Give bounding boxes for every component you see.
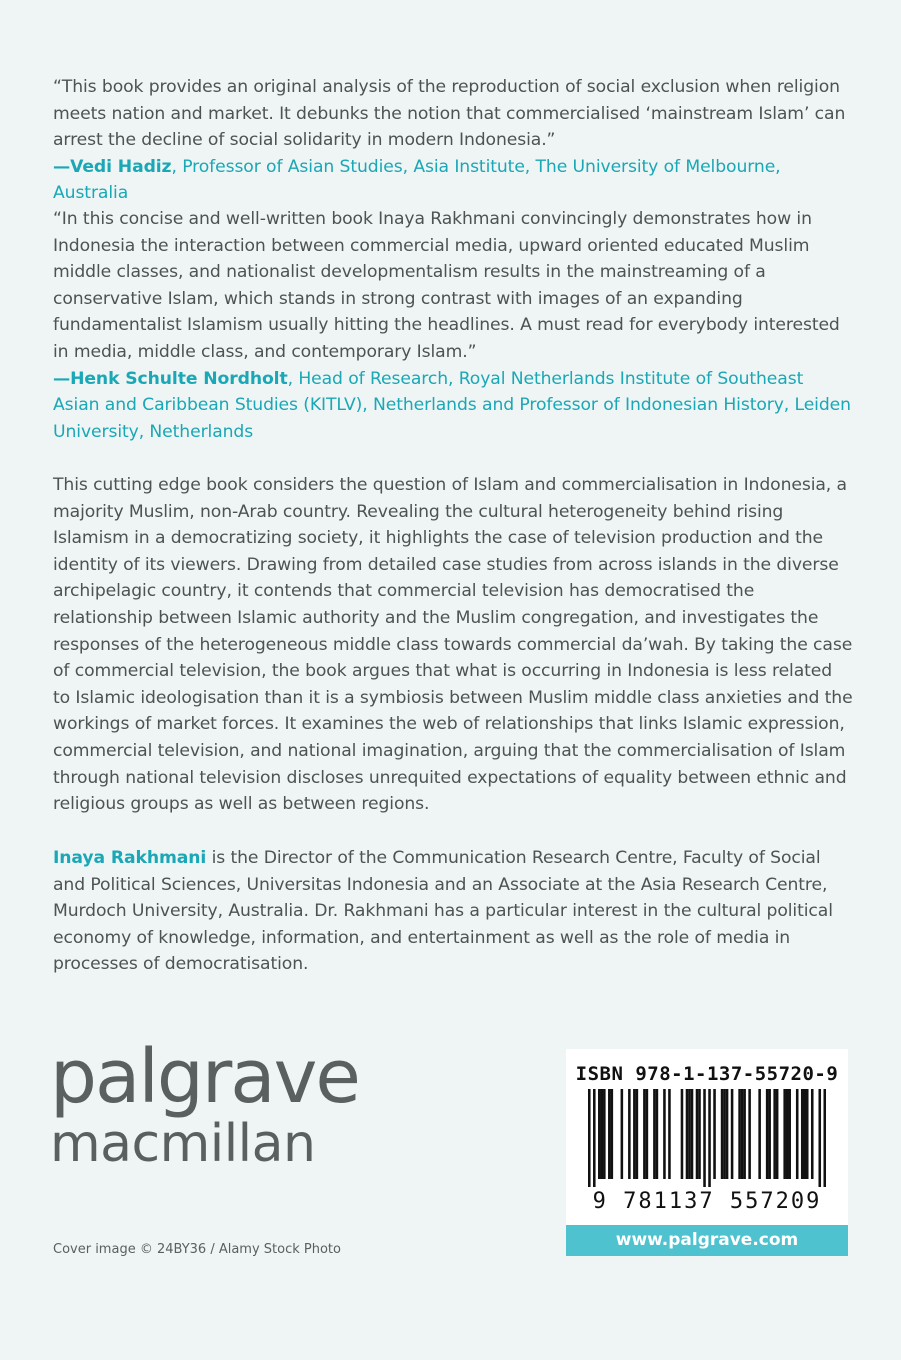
endorsement-1 — [53, 74, 853, 207]
isbn-label: ISBN 978-1-137-55720-9 — [575, 1063, 839, 1085]
barcode-bar — [803, 1089, 806, 1179]
barcode-bar — [713, 1089, 716, 1179]
publisher-url: www.palgrave.com — [566, 1225, 848, 1256]
barcode-bar — [696, 1089, 699, 1179]
barcode-bar — [738, 1089, 741, 1179]
barcode-guard-bar — [823, 1089, 826, 1187]
isbn-barcode — [566, 1049, 848, 1225]
barcode-bar — [611, 1089, 614, 1179]
barcode-bar — [773, 1089, 776, 1179]
barcode-bar — [743, 1089, 746, 1179]
publisher-logo — [50, 1034, 359, 1174]
barcode-bar — [758, 1089, 761, 1179]
barcode-bar — [766, 1089, 769, 1179]
barcode-bar — [748, 1089, 751, 1179]
logo-macmillan: macmillan — [50, 1114, 316, 1174]
barcode-guard-bar — [593, 1089, 596, 1187]
barcode-bar — [788, 1089, 791, 1179]
barcode-bar — [628, 1089, 631, 1179]
cover-credit: Cover image © 24BY36 / Alamy Stock Photo — [53, 1242, 341, 1257]
book-description — [53, 472, 853, 818]
quote-2-text: “In this concise and well-written book Inaya Rakhmani convincingly demonstrates how in Indonesia the interaction between commercial media, upward oriented educated Muslim middle classes, and nationalist developmentalism results in the mainstreaming of a conservative Islam, which stands in strong contrast with images of an expanding fundamentalist Islamism usually hitting the headlines. A must read for everybody interested in media, middle class, and contemporary Islam.” — [53, 209, 840, 362]
barcode-bar — [636, 1089, 639, 1179]
barcode-bar — [656, 1089, 659, 1179]
barcode-bar — [603, 1089, 606, 1179]
barcode-bar — [783, 1089, 786, 1179]
barcode-bar — [653, 1089, 656, 1179]
quote-1-affiliation: , Professor of Asian Studies, Asia Institute, The University of Melbourne, Australia — [53, 156, 781, 204]
barcode-bar — [806, 1089, 809, 1179]
barcode-bar — [598, 1089, 601, 1179]
barcode-bar — [723, 1089, 726, 1179]
barcode-bar — [601, 1089, 604, 1179]
barcode-bar — [721, 1089, 724, 1179]
author-name: Inaya Rakhmani — [53, 848, 207, 868]
barcode-bar — [731, 1089, 734, 1179]
barcode-guard-bar — [588, 1089, 591, 1187]
barcode-bar — [643, 1089, 646, 1179]
ean-digits: 9 781137 557209 — [592, 1189, 822, 1214]
barcode-bar — [621, 1089, 624, 1179]
barcode-bar — [726, 1089, 729, 1179]
barcode-bar — [698, 1089, 701, 1179]
barcode-bar — [686, 1089, 689, 1179]
barcode-guard-bar — [703, 1089, 706, 1187]
barcode-guard-bar — [708, 1089, 711, 1187]
quote-1-author: —Vedi Hadiz — [53, 156, 172, 177]
barcode-bar — [741, 1089, 744, 1179]
description-text: This cutting edge book considers the question of Islam and commercialisation in Indonesia, a majority Muslim, non-Arab country. Revealing the cultural heterogeneity behind rising Islamism in a democratizing society, it highlights the case of television production and the identity of its viewers. Drawing from detailed case studies from across islands in the diverse archipelagic country, it contends that commercial television has democratised the relationship between Islamic authority and the Muslim congregation, and investigates the responses of the heterogeneous middle class towards commercial da’wah. By taking the case of commercial television, the book argues that what is occurring in Indonesia is less related to Islamic ideologisation than it is a symbiosis between Muslim middle class anxieties and the workings of market forces. It examines the web of relationships that links Islamic expression, commercial television, and national imagination, arguing that the commercialisation of Islam through national television discloses unrequited expectations of equality between ethnic and religious groups as well as between regions. — [53, 475, 853, 815]
endorsement-2 — [53, 206, 853, 445]
barcode-bar — [776, 1089, 779, 1179]
barcode-bar — [663, 1089, 666, 1179]
barcode-bar — [688, 1089, 691, 1179]
barcode-bar — [633, 1089, 636, 1179]
barcode-bar — [796, 1089, 799, 1179]
quote-1-text: “This book provides an original analysis of the reproduction of social exclusion when religion meets nation and market. It debunks the notion that commercialised ‘mainstream Islam’ can arrest the decline of social solidarity in modern Indonesia.” — [53, 77, 846, 151]
quote-2-affiliation: , Head of Research, Royal Netherlands Institute of Southeast Asian and Caribbean Studies (KITLV), Netherlands and Professor of Indonesian History, Leiden University, Netherlands — [53, 368, 851, 442]
barcode-bar — [768, 1089, 771, 1179]
barcode-bar — [668, 1089, 671, 1179]
author-bio-text: is the Director of the Communication Research Centre, Faculty of Social and Political Sciences, Universitas Indonesia and an Associate at the Asia Research Centre, Murdoch University, Australia. Dr. Rakhmani has a particular interest in the cultural political economy of knowledge, information, and entertainment as well as the role of media in processes of democratisation. — [53, 848, 833, 975]
barcode-guard-bar — [818, 1089, 821, 1187]
barcode-bar — [646, 1089, 649, 1179]
barcode-bars — [588, 1089, 826, 1187]
barcode-bar — [681, 1089, 684, 1179]
quote-2-author: —Henk Schulte Nordholt — [53, 368, 288, 389]
barcode-bar — [811, 1089, 814, 1179]
barcode-bar — [691, 1089, 694, 1179]
logo-palgrave: palgrave — [50, 1034, 359, 1120]
barcode-bar — [786, 1089, 789, 1179]
barcode-bar — [801, 1089, 804, 1179]
author-bio — [53, 845, 853, 978]
barcode-bar — [608, 1089, 611, 1179]
